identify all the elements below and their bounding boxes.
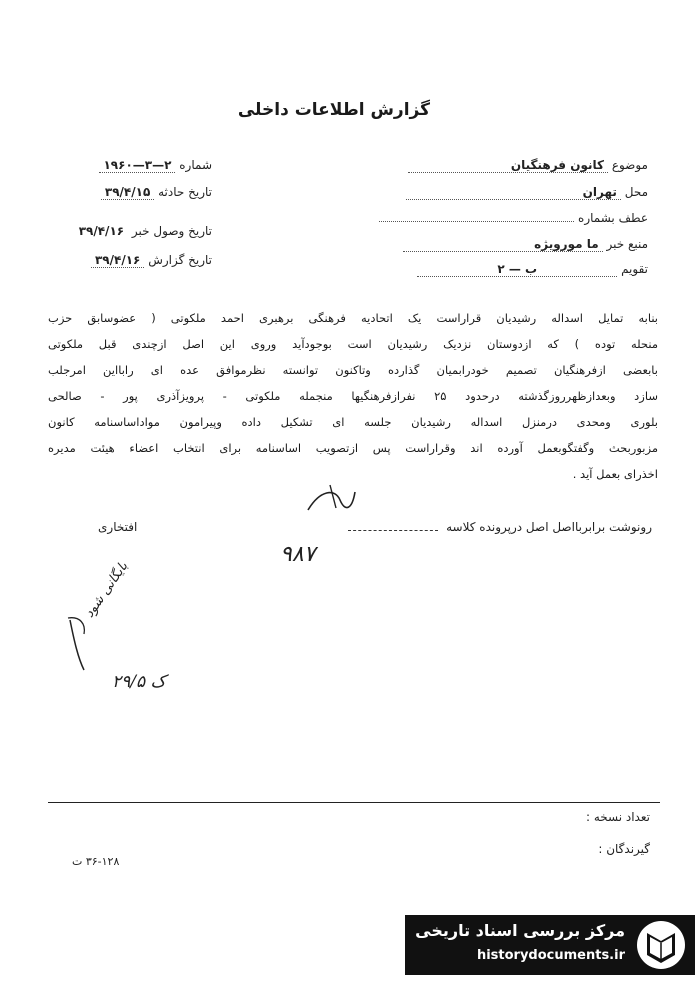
archive-emblem-icon xyxy=(635,919,687,971)
source-label: منبع خبر xyxy=(606,237,648,251)
copies-label: تعداد نسخه : xyxy=(585,810,650,824)
body-line-3: بابعضی ازفرهنگیان تصمیم خودرابمیان گذارده وتاکنون توانسته نظرموافق عده ای رابااین امرجلب xyxy=(48,363,658,377)
body-line-7: اخذرای بعمل آید . xyxy=(572,467,658,481)
handwritten-file-number: ک ۲۹/۵ xyxy=(112,672,166,692)
source-value: ما مورویژه xyxy=(534,237,599,251)
body-line-2: منحله توده ) که ازدوستان نزدیک رشیدیان است بوجودآید وروی این اصل ازچندی قبل ملکوتی xyxy=(48,337,658,351)
location-label: محل xyxy=(624,185,648,199)
body-line-5: بلوری ومحدی درمنزل اسداله رشیدیان جلسه ای تشکیل داده وپیرامون مواداساسنامه کانون xyxy=(48,415,658,429)
copy-note: رونوشت برابربااصل اصل درپرونده کلاسه xyxy=(446,520,652,534)
report-date-value: ۳۹/۴/۱۶ xyxy=(94,253,141,267)
form-code: ۳۶-۱۲۸ ت xyxy=(72,855,120,868)
subject-label: موضوع xyxy=(611,158,648,172)
source-row xyxy=(378,237,648,252)
body-line-1: بنابه تمایل اسداله رشیدیان قراراست یک اتحادیه فرهنگی برهبری احمد ملکوتی ( عضوسابق حزب xyxy=(48,311,658,325)
subject-row xyxy=(378,158,648,173)
evaluation-label: تقویم xyxy=(621,262,648,276)
divider xyxy=(48,802,660,803)
body-line-4: سازد وبعدازظهرروزگذشته درحدود ۲۵ نفرازفرهنگیها منجمله ملکوتی - پرویزآذری پور - صالحی xyxy=(48,389,658,403)
report-date-label: تاریخ گزارش xyxy=(148,253,212,267)
signature-scribble xyxy=(300,480,360,520)
reference-row xyxy=(378,211,648,225)
receipt-date-label: تاریخ وصول خبر xyxy=(131,224,212,238)
body-line-6: مزبوربحث وگفتگوبعمل آورده اند وقراراست پس ازتصویب اساسنامه برای انتخاب اعضاء هیئت مدیره xyxy=(48,441,658,455)
location-row xyxy=(378,185,648,200)
document-title: گزارش اطلاعات داخلی xyxy=(237,100,430,120)
copy-note-row xyxy=(344,520,652,534)
event-date-label: تاریخ حادثه xyxy=(158,185,212,199)
stamp-number: ۹۸۷ xyxy=(280,542,316,567)
watermark-url: historydocuments.ir xyxy=(476,948,625,963)
receipt-date-value: ۳۹/۴/۱۶ xyxy=(78,224,125,238)
signature-name: افتخاری xyxy=(98,520,138,534)
number-label: شماره xyxy=(179,158,212,172)
event-date-row xyxy=(62,185,212,200)
watermark-logo xyxy=(405,915,695,975)
receipt-date-row xyxy=(52,224,212,238)
number-row xyxy=(62,158,212,173)
location-value: تهران xyxy=(582,185,617,199)
report-date-row xyxy=(52,253,212,268)
watermark-title: مرکز بررسی اسناد تاریخی xyxy=(415,921,625,940)
subject-value: کانون فرهنگیان xyxy=(510,158,604,172)
evaluation-row xyxy=(378,262,648,277)
event-date-value: ۳۹/۴/۱۵ xyxy=(104,185,151,199)
reference-label: عطف بشماره xyxy=(578,211,648,225)
report-body xyxy=(48,305,658,487)
handwritten-note: بایگانی شود xyxy=(82,559,132,621)
recipients-label: گیرندگان : xyxy=(598,842,650,856)
evaluation-value: ب — ۲ xyxy=(497,262,538,276)
number-value: ۲—۳—۱۹۶۰ xyxy=(103,158,172,172)
